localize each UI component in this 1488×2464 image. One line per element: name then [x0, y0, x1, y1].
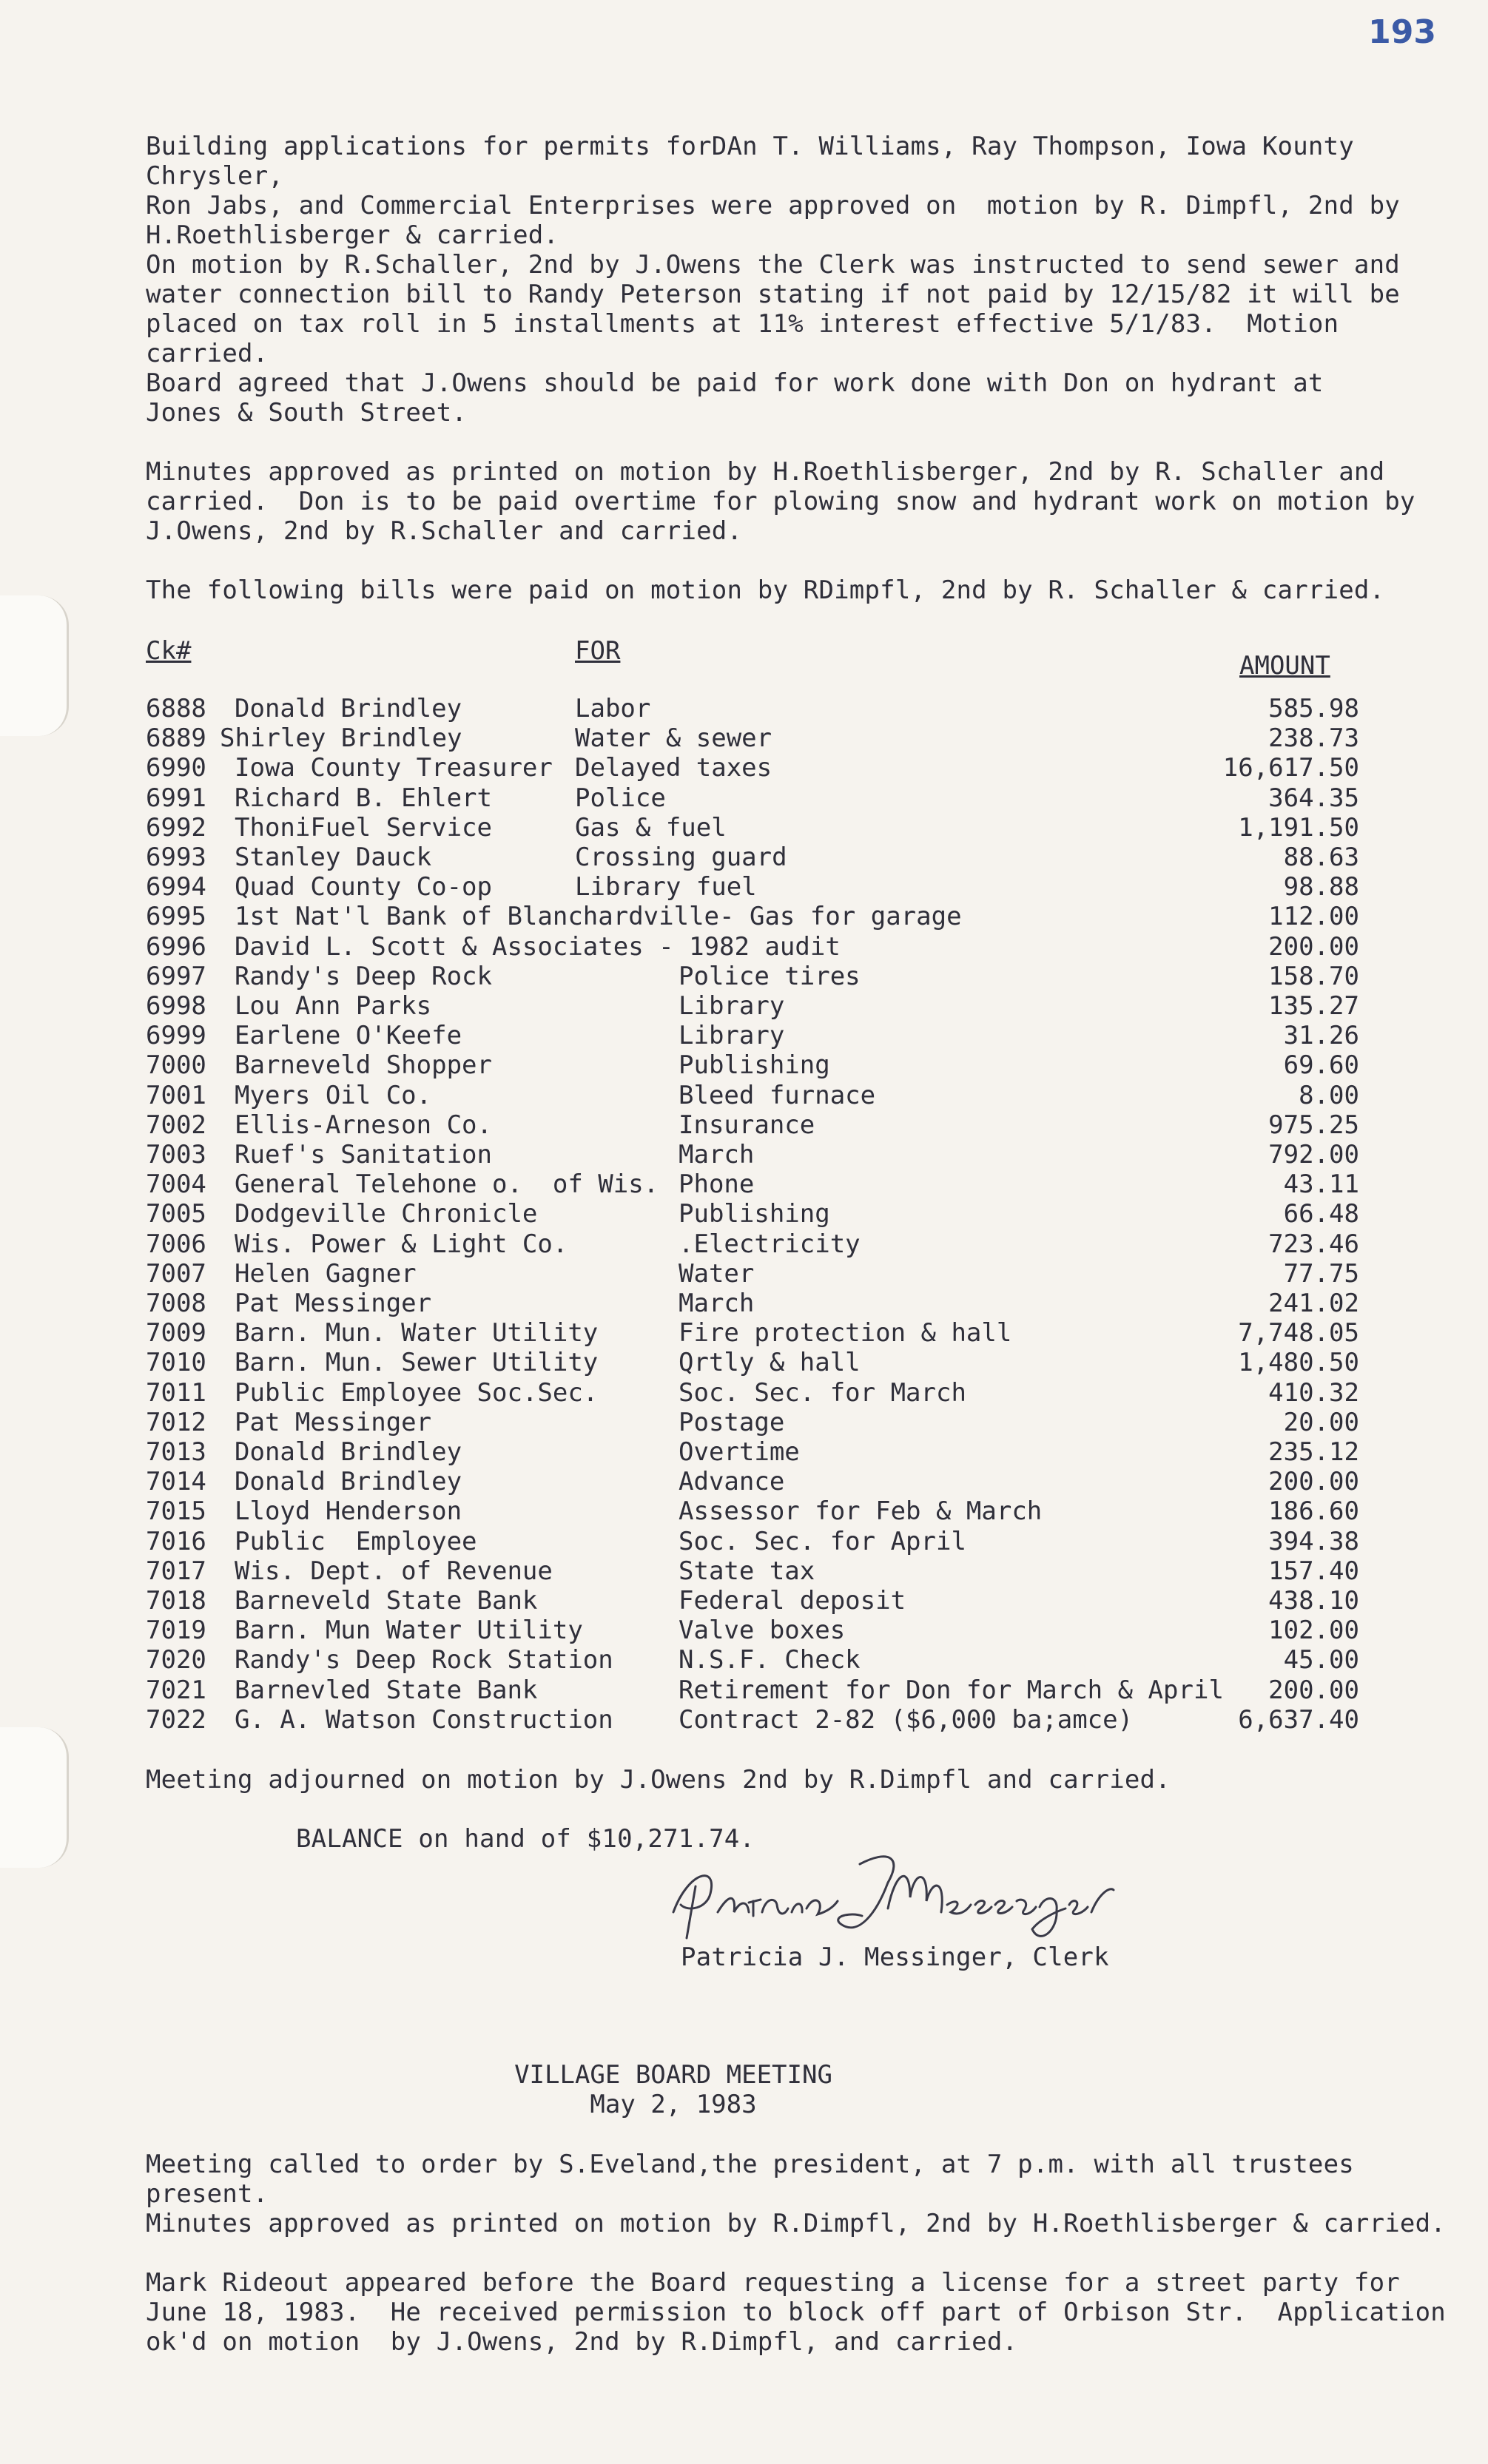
- bill-amount: 69.60: [1283, 1050, 1359, 1080]
- check-number: 6993: [146, 843, 206, 872]
- bill-row: [146, 1021, 1359, 1050]
- bill-amount: 98.88: [1283, 872, 1359, 902]
- check-number: 7018: [146, 1586, 206, 1616]
- paragraph-sewer-bill: On motion by R.Schaller, 2nd by J.Owens the Clerk was instructed to send sewer and water connection bill to Randy Peterson stating if not paid by 12/15/82 it will be placed on tax roll in 5 installments at 11% interest effective 5/1/83. Motion carried.: [146, 250, 1400, 368]
- bill-amount: 88.63: [1283, 843, 1359, 872]
- bill-row: [146, 872, 1359, 902]
- check-number: 6889: [146, 723, 206, 753]
- bill-purpose: Assessor for Feb & March: [679, 1496, 1043, 1526]
- bill-row: [146, 1081, 1359, 1110]
- bill-amount: 394.38: [1268, 1527, 1359, 1556]
- bill-row: [146, 1467, 1359, 1496]
- check-number: 7015: [146, 1496, 206, 1526]
- check-number: 6999: [146, 1021, 206, 1050]
- payee: Public Employee: [235, 1527, 477, 1556]
- bill-row: [146, 962, 1359, 991]
- bill-amount: 792.00: [1268, 1140, 1359, 1169]
- bill-row: [146, 932, 1359, 962]
- clerk-name: Patricia J. Messinger, Clerk: [681, 1942, 1109, 1972]
- bill-purpose: Labor: [575, 694, 651, 723]
- bill-amount: 6,637.40: [1238, 1705, 1359, 1735]
- bill-row: [146, 1348, 1359, 1377]
- check-number: 7020: [146, 1645, 206, 1675]
- payee: Randy's Deep Rock: [235, 962, 492, 991]
- bill-row: [146, 991, 1359, 1021]
- check-number: 6992: [146, 813, 206, 843]
- bill-row: [146, 1169, 1359, 1199]
- bill-amount: 112.00: [1268, 902, 1359, 931]
- bill-amount: 438.10: [1268, 1586, 1359, 1616]
- bill-amount: 1,480.50: [1238, 1348, 1359, 1377]
- bill-row: [146, 1408, 1359, 1437]
- bill-amount: 43.11: [1283, 1169, 1359, 1199]
- bill-row: [146, 1496, 1359, 1526]
- payee: 1st Nat'l Bank of Blanchardville- Gas for garage: [235, 902, 962, 931]
- payee: Barneveld State Bank: [235, 1586, 538, 1616]
- bill-row: [146, 694, 1359, 723]
- payee: Donald Brindley: [235, 694, 462, 723]
- bill-amount: 186.60: [1268, 1496, 1359, 1526]
- bill-purpose: Water & sewer: [575, 723, 772, 753]
- bill-amount: 45.00: [1283, 1645, 1359, 1675]
- bill-purpose: Phone: [679, 1169, 755, 1199]
- bill-purpose: Delayed taxes: [575, 753, 772, 783]
- bill-amount: 975.25: [1268, 1110, 1359, 1140]
- bill-row: [146, 1140, 1359, 1169]
- bill-row: [146, 1645, 1359, 1675]
- payee: Helen Gagner: [235, 1259, 417, 1289]
- bill-row: [146, 1050, 1359, 1080]
- bill-purpose: Overtime: [679, 1437, 800, 1467]
- check-number: 7003: [146, 1140, 206, 1169]
- payee: Earlene O'Keefe: [235, 1021, 462, 1050]
- payee: Quad County Co-op: [235, 872, 492, 902]
- bill-purpose: Police: [575, 783, 666, 813]
- check-number: 7005: [146, 1199, 206, 1229]
- payee: Richard B. Ehlert: [235, 783, 492, 813]
- check-number: 7002: [146, 1110, 206, 1140]
- check-number: 7019: [146, 1616, 206, 1645]
- bill-purpose: Federal deposit: [679, 1586, 906, 1616]
- paragraph-minutes-approved: Minutes approved as printed on motion by H.Roethlisberger, 2nd by R. Schaller and carried. Don is to be paid overtime for plowing snow and hydrant work on motion by J.Owens, 2nd by R.Schaller and carried.: [146, 457, 1415, 546]
- bill-row: [146, 1110, 1359, 1140]
- bill-amount: 158.70: [1268, 962, 1359, 991]
- payee: Wis. Power & Light Co.: [235, 1229, 568, 1259]
- column-header-ck: Ck#: [146, 636, 192, 666]
- bill-amount: 157.40: [1268, 1556, 1359, 1586]
- check-number: 7006: [146, 1229, 206, 1259]
- bill-amount: 16,617.50: [1222, 753, 1359, 783]
- bill-purpose: Postage: [679, 1408, 785, 1437]
- bill-row: [146, 1318, 1359, 1348]
- bill-row: [146, 1705, 1359, 1735]
- payee: Public Employee Soc.Sec.: [235, 1378, 599, 1408]
- meeting-title: VILLAGE BOARD MEETING: [514, 2060, 832, 2090]
- bill-purpose: Contract 2-82 ($6,000 ba;amce): [679, 1705, 1134, 1735]
- bill-row: [146, 1259, 1359, 1289]
- payee: David L. Scott & Associates - 1982 audit: [235, 932, 841, 962]
- bill-row: [146, 1556, 1359, 1586]
- payee: Shirley Brindley: [220, 723, 462, 753]
- payee: Ellis-Arneson Co.: [235, 1110, 492, 1140]
- bill-purpose: Library: [679, 1021, 785, 1050]
- bill-purpose: Valve boxes: [679, 1616, 846, 1645]
- payee: Barn. Mun. Water Utility: [235, 1318, 599, 1348]
- bill-amount: 200.00: [1268, 1467, 1359, 1496]
- bill-amount: 102.00: [1268, 1616, 1359, 1645]
- payee: Ruef's Sanitation: [235, 1140, 492, 1169]
- check-number: 6994: [146, 872, 206, 902]
- bill-purpose: Publishing: [679, 1050, 830, 1080]
- bill-amount: 7,748.05: [1238, 1318, 1359, 1348]
- bill-purpose: March: [679, 1289, 755, 1318]
- bill-purpose: March: [679, 1140, 755, 1169]
- meeting-date: May 2, 1983: [590, 2090, 757, 2119]
- bill-row: [146, 902, 1359, 931]
- check-number: 7016: [146, 1527, 206, 1556]
- check-number: 6991: [146, 783, 206, 813]
- bill-row: [146, 1378, 1359, 1408]
- bill-amount: 200.00: [1268, 932, 1359, 962]
- check-number: 7014: [146, 1467, 206, 1496]
- bill-amount: 410.32: [1268, 1378, 1359, 1408]
- bill-amount: 135.27: [1268, 991, 1359, 1021]
- check-number: 7013: [146, 1437, 206, 1467]
- bill-purpose: Bleed furnace: [679, 1081, 876, 1110]
- bill-purpose: Advance: [679, 1467, 785, 1496]
- check-number: 7017: [146, 1556, 206, 1586]
- paragraph-called-to-order: Meeting called to order by S.Eveland,the president, at 7 p.m. with all trustees present.: [146, 2150, 1370, 2209]
- check-number: 7008: [146, 1289, 206, 1318]
- check-number: 7010: [146, 1348, 206, 1377]
- bill-row: [146, 1229, 1359, 1259]
- payee: Wis. Dept. of Revenue: [235, 1556, 553, 1586]
- check-number: 6998: [146, 991, 206, 1021]
- bill-purpose: Qrtly & hall: [679, 1348, 861, 1377]
- bill-purpose: Police tires: [679, 962, 861, 991]
- bill-row: [146, 723, 1359, 753]
- bill-amount: 31.26: [1283, 1021, 1359, 1050]
- bill-purpose: .Electricity: [679, 1229, 861, 1259]
- check-number: 7004: [146, 1169, 206, 1199]
- bill-purpose: Crossing guard: [575, 843, 787, 872]
- bill-row: [146, 1586, 1359, 1616]
- payee: Pat Messinger: [235, 1289, 432, 1318]
- check-number: 6997: [146, 962, 206, 991]
- payee: Barn. Mun. Sewer Utility: [235, 1348, 599, 1377]
- check-number: 6990: [146, 753, 206, 783]
- bill-row: [146, 783, 1359, 813]
- paragraph-bills-paid: The following bills were paid on motion by RDimpfl, 2nd by R. Schaller & carried.: [146, 576, 1385, 605]
- bill-amount: 8.00: [1299, 1081, 1359, 1110]
- bill-purpose: State tax: [679, 1556, 815, 1586]
- check-number: 7001: [146, 1081, 206, 1110]
- payee: Stanley Dauck: [235, 843, 432, 872]
- bill-amount: 77.75: [1283, 1259, 1359, 1289]
- bill-purpose: Soc. Sec. for March: [679, 1378, 966, 1408]
- column-header-amount: AMOUNT: [1239, 651, 1330, 681]
- column-header-for: FOR: [575, 636, 621, 666]
- bill-amount: 66.48: [1283, 1199, 1359, 1229]
- bill-purpose: Water: [679, 1259, 755, 1289]
- bill-row: [146, 1437, 1359, 1467]
- balance-on-hand: BALANCE on hand of $10,271.74.: [296, 1824, 755, 1854]
- bill-purpose: N.S.F. Check: [679, 1645, 861, 1675]
- bill-amount: 364.35: [1268, 783, 1359, 813]
- bill-row: [146, 1675, 1359, 1705]
- bill-amount: 241.02: [1268, 1289, 1359, 1318]
- payee: Iowa County Treasurer: [235, 753, 553, 783]
- payee: Lou Ann Parks: [235, 991, 432, 1021]
- bill-purpose: Publishing: [679, 1199, 830, 1229]
- bill-amount: 1,191.50: [1238, 813, 1359, 843]
- payee: Donald Brindley: [235, 1437, 462, 1467]
- bill-purpose: Fire protection & hall: [679, 1318, 1012, 1348]
- check-number: 7011: [146, 1378, 206, 1408]
- bill-amount: 235.12: [1268, 1437, 1359, 1467]
- check-number: 7022: [146, 1705, 206, 1735]
- check-number: 6888: [146, 694, 206, 723]
- check-number: 7000: [146, 1050, 206, 1080]
- bill-amount: 200.00: [1268, 1675, 1359, 1705]
- margin-tab-bottom: [0, 1727, 69, 1868]
- bill-row: [146, 843, 1359, 872]
- payee: Barnevled State Bank: [235, 1675, 538, 1705]
- bill-purpose: Gas & fuel: [575, 813, 727, 843]
- page-number: 193: [1368, 13, 1436, 51]
- bill-row: [146, 1527, 1359, 1556]
- payee: ThoniFuel Service: [235, 813, 492, 843]
- payee: Myers Oil Co.: [235, 1081, 432, 1110]
- payee: Barneveld Shopper: [235, 1050, 492, 1080]
- check-number: 7007: [146, 1259, 206, 1289]
- bill-amount: 238.73: [1268, 723, 1359, 753]
- payee: Dodgeville Chronicle: [235, 1199, 538, 1229]
- bill-row: [146, 1199, 1359, 1229]
- bill-amount: 585.98: [1268, 694, 1359, 723]
- bill-purpose: Library fuel: [575, 872, 757, 902]
- check-number: 7012: [146, 1408, 206, 1437]
- check-number: 7021: [146, 1675, 206, 1705]
- bill-row: [146, 753, 1359, 783]
- bill-amount: 20.00: [1283, 1408, 1359, 1437]
- check-number: 6996: [146, 932, 206, 962]
- bill-amount: 723.46: [1268, 1229, 1359, 1259]
- bill-purpose: Library: [679, 991, 785, 1021]
- payee: Barn. Mun Water Utility: [235, 1616, 583, 1645]
- signature-image: [666, 1842, 1169, 1953]
- paragraph-building-permits: Building applications for permits forDAn T. Williams, Ray Thompson, Iowa Kounty Chrysler, Ron Jabs, and Commercial Enterprises were approved on motion by R. Dimpfl, 2nd by H.Roethlisberger & carried.: [146, 132, 1400, 250]
- payee: General Telehone o. of Wis.: [235, 1169, 659, 1199]
- paragraph-minutes-may: Minutes approved as printed on motion by R.Dimpfl, 2nd by H.Roethlisberger & carried.: [146, 2209, 1446, 2238]
- bill-purpose: Retirement for Don for March & April: [679, 1675, 1224, 1705]
- payee: Lloyd Henderson: [235, 1496, 462, 1526]
- check-number: 7009: [146, 1318, 206, 1348]
- bill-purpose: Soc. Sec. for April: [679, 1527, 966, 1556]
- check-number: 6995: [146, 902, 206, 931]
- bill-row: [146, 1616, 1359, 1645]
- payee: Randy's Deep Rock Station: [235, 1645, 613, 1675]
- paragraph-adjourned: Meeting adjourned on motion by J.Owens 2nd by R.Dimpfl and carried.: [146, 1765, 1171, 1795]
- paragraph-street-party: Mark Rideout appeared before the Board requesting a license for a street party for June 18, 1983. He received permission to block off part of Orbison Str. Application ok'd on motion by J.Owens, 2nd by R.Dimpfl, and carried.: [146, 2268, 1446, 2357]
- payee: G. A. Watson Construction: [235, 1705, 613, 1735]
- bill-row: [146, 1289, 1359, 1318]
- payee: Pat Messinger: [235, 1408, 432, 1437]
- bill-purpose: Insurance: [679, 1110, 815, 1140]
- paragraph-hydrant-work: Board agreed that J.Owens should be paid for work done with Don on hydrant at Jones & South Street.: [146, 368, 1324, 428]
- margin-tab-top: [0, 595, 69, 736]
- payee: Donald Brindley: [235, 1467, 462, 1496]
- bill-row: [146, 813, 1359, 843]
